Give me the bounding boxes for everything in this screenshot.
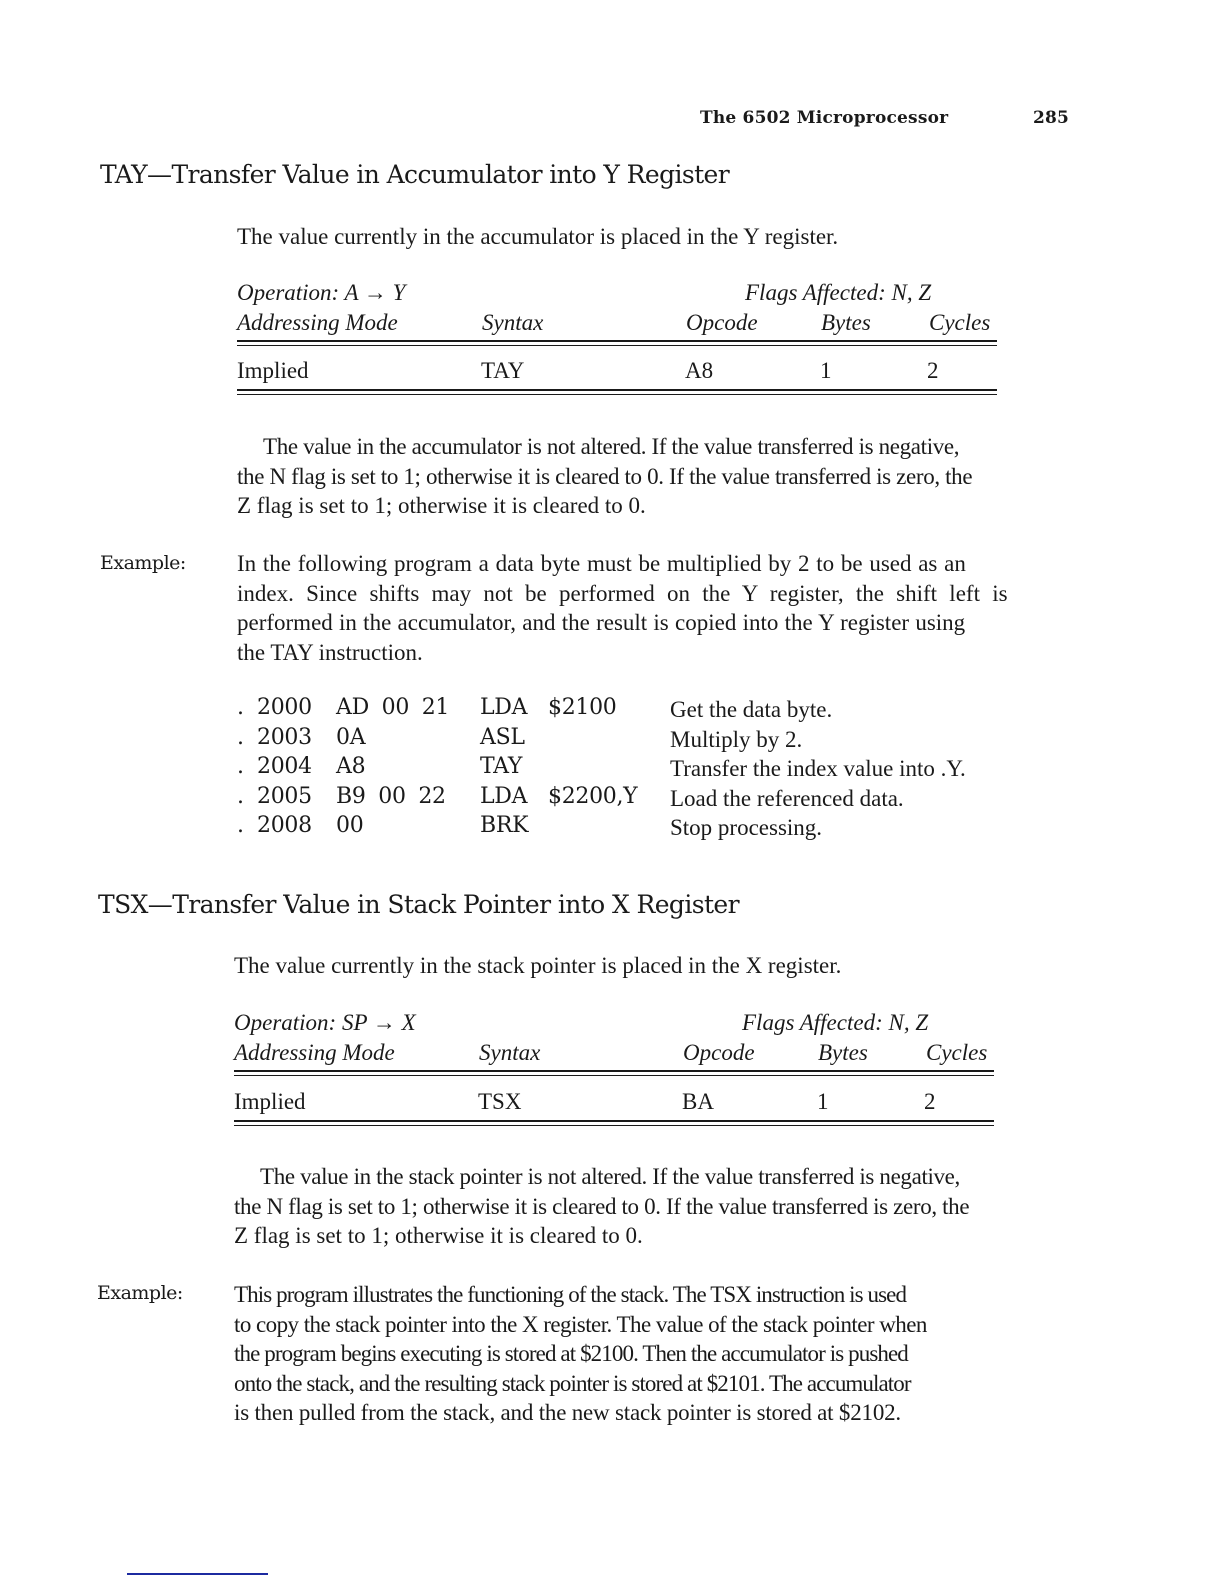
code-dot: . [237, 725, 244, 750]
code-bytes: AD 00 21 [336, 695, 450, 720]
cell-opcode: A8 [685, 358, 714, 383]
section-intro: The value currently in the accumulator is placed in the Y register. [237, 224, 839, 249]
description-paragraph [234, 1162, 969, 1251]
paragraph-line: This program illustrates the functioning of the stack. The TSX instruction is used [234, 1282, 907, 1307]
code-dot: . [237, 784, 244, 809]
cell-bytes: 1 [817, 1089, 829, 1114]
description-paragraph [237, 432, 972, 521]
cell-opcode: BA [682, 1089, 714, 1114]
section-intro: The value currently in the stack pointer is placed in the X register. [234, 953, 842, 978]
table-header-addressing-mode: Addressing Mode [237, 310, 398, 335]
table-header-cycles: Cycles [926, 1040, 988, 1065]
paragraph-line: the N flag is set to 1; otherwise it is cleared to 0. If the value transferred is zero, the [234, 1193, 970, 1219]
code-dot: . [237, 754, 244, 779]
code-dot: . [237, 813, 244, 838]
code-operand: $2100 [548, 695, 617, 720]
paragraph-line: The value in the stack pointer is not altered. If the value transferred is negative, [260, 1164, 960, 1189]
paragraph-line: The value in the accumulator is not altered. If the value transferred is negative, [263, 434, 960, 459]
table-rule [237, 389, 997, 391]
example-label: Example: [100, 552, 186, 574]
table-rule [237, 394, 997, 395]
code-comment: Multiply by 2. [670, 727, 803, 752]
paragraph-line: the N flag is set to 1; otherwise it is cleared to 0. If the value transferred is zero, the [237, 463, 973, 489]
operation-label: Operation: SP → X [234, 1010, 416, 1035]
table-rule [234, 1075, 994, 1076]
code-bytes: 00 [336, 813, 364, 838]
cell-cycles: 2 [924, 1089, 936, 1114]
code-dot: . [237, 695, 244, 720]
code-bytes: 0A [336, 725, 366, 750]
paragraph-line: In the following program a data byte must be multiplied by 2 to be used as an [237, 551, 966, 576]
table-rule [234, 1125, 994, 1126]
table-rule [237, 340, 997, 342]
running-head-title: The 6502 Microprocessor [700, 108, 949, 128]
code-comment: Get the data byte. [670, 697, 833, 722]
paragraph-line: the program begins executing is stored at $2100. Then the accumulator is pushed [234, 1341, 908, 1366]
code-bytes: B9 00 22 [336, 784, 446, 809]
table-header-syntax: Syntax [482, 310, 544, 335]
cell-addressing-mode: Implied [237, 358, 309, 383]
example-paragraph [234, 1280, 927, 1428]
footer-rule [127, 1573, 268, 1575]
page-number: 285 [1033, 108, 1070, 128]
code-mnemonic: ASL [480, 725, 525, 750]
code-mnemonic: LDA [480, 784, 528, 809]
cell-syntax: TAY [481, 358, 525, 383]
code-comment: Stop processing. [670, 815, 823, 840]
code-address: 2008 [257, 813, 312, 838]
section-title: TAY—Transfer Value in Accumulator into Y Register [100, 160, 730, 189]
paragraph-line: performed in the accumulator, and the result is copied into the Y register using [237, 610, 966, 635]
paragraph-line: Z flag is set to 1; otherwise it is cleared to 0. [234, 1223, 643, 1248]
code-address: 2005 [257, 784, 312, 809]
paragraph-line: to copy the stack pointer into the X register. The value of the stack pointer when [234, 1311, 927, 1337]
table-header-bytes: Bytes [821, 310, 871, 335]
table-header-bytes: Bytes [818, 1040, 868, 1065]
operation-label: Operation: A → Y [237, 280, 406, 305]
paragraph-line: the TAY instruction. [237, 639, 423, 665]
table-header-opcode: Opcode [683, 1040, 755, 1065]
flags-affected-label: Flags Affected: N, Z [745, 280, 932, 305]
code-comment: Load the referenced data. [670, 786, 904, 811]
cell-addressing-mode: Implied [234, 1089, 306, 1114]
code-operand: $2200,Y [548, 784, 638, 809]
code-address: 2000 [257, 695, 312, 720]
paragraph-line: index. Since shifts may not be performed on the Y register, the shift left is [237, 580, 1008, 606]
code-bytes: A8 [336, 754, 366, 779]
code-address: 2003 [257, 725, 312, 750]
cell-syntax: TSX [478, 1089, 522, 1114]
table-header-cycles: Cycles [929, 310, 991, 335]
code-comment: Transfer the index value into .Y. [670, 756, 966, 781]
section-title: TSX—Transfer Value in Stack Pointer into X Register [98, 890, 739, 919]
flags-affected-label: Flags Affected: N, Z [742, 1010, 929, 1035]
table-rule [237, 345, 997, 346]
table-header-addressing-mode: Addressing Mode [234, 1040, 395, 1065]
code-address: 2004 [257, 754, 312, 779]
paragraph-line: is then pulled from the stack, and the new stack pointer is stored at $2102. [234, 1400, 901, 1425]
table-header-syntax: Syntax [479, 1040, 541, 1065]
paragraph-line: onto the stack, and the resulting stack pointer is stored at $2101. The accumulator [234, 1370, 911, 1396]
code-mnemonic: LDA [480, 695, 528, 720]
table-rule [234, 1070, 994, 1072]
cell-cycles: 2 [927, 358, 939, 383]
example-label: Example: [97, 1282, 183, 1304]
table-rule [234, 1120, 994, 1122]
code-mnemonic: BRK [480, 813, 529, 838]
cell-bytes: 1 [820, 358, 832, 383]
example-paragraph [237, 549, 1077, 667]
code-mnemonic: TAY [480, 754, 523, 779]
paragraph-line: Z flag is set to 1; otherwise it is cleared to 0. [237, 493, 646, 518]
table-header-opcode: Opcode [686, 310, 758, 335]
